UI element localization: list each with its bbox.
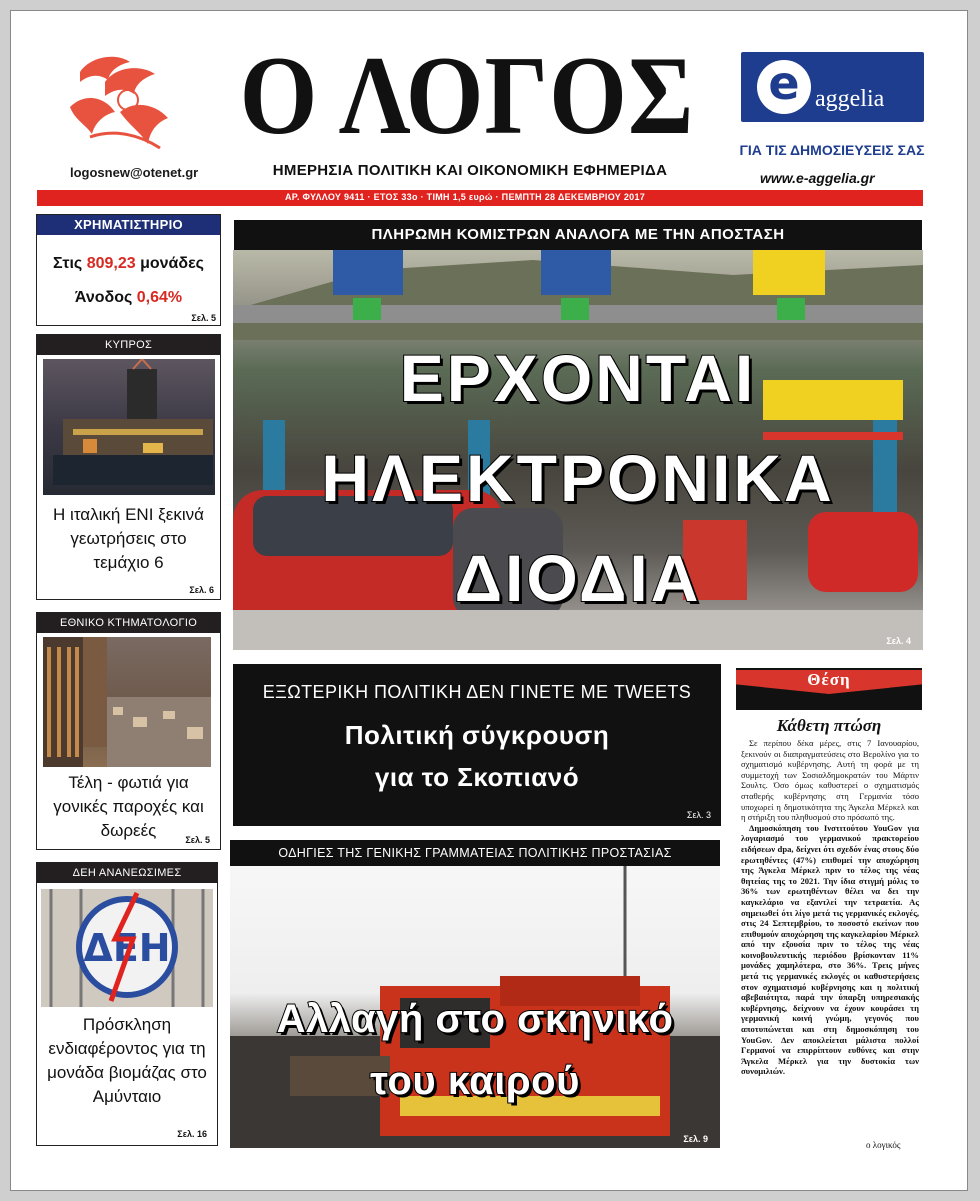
toll-headline: ΕΡΧΟΝΤΑΙ ΗΛΕΚΤΡΟΝΙΚΑ ΔΙΟΔΙΑ <box>321 341 835 615</box>
newspaper-title: Ο ΛΟΓΟΣ <box>239 33 695 158</box>
deh-page-ref: Σελ. 16 <box>177 1129 207 1139</box>
eaggelia-logo[interactable] <box>741 52 924 122</box>
svg-text:ΔΕΗ: ΔΕΗ <box>83 926 171 970</box>
stock-index-value: 809,23 <box>86 255 136 272</box>
stock-market-box[interactable] <box>36 214 221 326</box>
opinion-title: Κάθετη πτώση <box>776 716 882 735</box>
cadastre-heading: ΕΘΝΙΚΟ ΚΤΗΜΑΤΟΛΟΓΙΟ <box>37 613 220 633</box>
weather-page-ref: Σελ. 9 <box>683 1134 708 1144</box>
opinion-header <box>736 668 922 710</box>
opinion-signature: ο λογικός <box>866 1140 901 1150</box>
snowplow-photo[interactable] <box>230 866 720 1148</box>
eaggelia-e-glyph: e <box>768 56 800 110</box>
deh-box[interactable] <box>36 862 218 1146</box>
deh-headline: Πρόσκληση ενδιαφέροντος για τη μονάδα βιομάζας στο Αμύνταιο <box>47 1015 207 1106</box>
toll-kicker: ΠΛΗΡΩΜΗ ΚΟΜΙΣΤΡΩΝ ΑΝΑΛΟΓΑ ΜΕ ΤΗΝ ΑΠΟΣΤΑΣΗ <box>234 220 922 250</box>
foreign-policy-headline: Πολιτική σύγκρουση για το Σκοπιανό <box>344 720 610 792</box>
foreign-policy-story[interactable] <box>233 664 721 826</box>
opinion-paragraph-2: Δημοσκόπηση του Ινστιτούτου YouGov για λογαριασμό του γερμανικού πρακτορείου ειδήσεων dpa, δείχνει ότι σχεδόν ένας στους δύο ερωτηθέντες (47%) επιθυμεί την αποχώρηση της Άγκελα Μέρκελ πριν το τέλος της νέας θητείας της το 2021. Την ίδια στιγμή μόλις το 36% των ερωτηθέντων θέλει να δει την καγκελάριο να εξαντλεί την τετραετία. Ας σημειωθεί ότι λίγο μετά τις γερμανικές εκλογές, στις 24 Σεπτεμβρίου, το ποσοστό εκείνων που επιθυμούν αποχώρηση της καγκελαρίου Μέρκελ από την εξουσία πριν το τέλος της νέας κοινοβουλευτικής περιόδου βρίσκονταν 11% μονάδες χαμηλότερα, στο 36%. Τρεις μήνες μετά τις γερμανικές εκλογές οι καθυστερήσεις στον σχηματισμό κυβέρνησης και η πολιτική αβεβαιότητα, παρά την ύπαρξη υπηρεσιακής κυβέρνησης, δείχνουν να έχουν κουράσει τη γερμανική κοινή γνώμη, γεγονός που αποτυπώνεται και στη δημοσκόπηση του YouGov. Δεν αποκλείεται μάλιστα πολλοί Γερμανοί να επιρρίπτουν ευθύνες και στην Άγκελα Μέρκελ για την δυστοκία των συνομιλιών. <box>741 822 919 1077</box>
contact-email[interactable]: logosnew@otenet.gr <box>70 165 199 180</box>
stock-page-ref: Σελ. 5 <box>191 313 216 323</box>
cadastre-headline: Τέλη - φωτιά για γονικές παροχές και δωρεές <box>53 773 204 840</box>
stock-market-heading: ΧΡΗΜΑΤΙΣΤΗΡΙΟ <box>37 215 220 235</box>
deh-heading: ΔΕΗ ΑΝΑΝΕΩΣΙΜΕΣ <box>37 863 217 883</box>
toll-page-ref: Σελ. 4 <box>886 636 911 646</box>
civil-protection-kicker: ΟΔΗΓΙΕΣ ΤΗΣ ΓΕΝΙΚΗΣ ΓΡΑΜΜΑΤΕΙΑΣ ΠΟΛΙΤΙΚΗΣ ΠΡΟΣΤΑΣΙΑΣ <box>230 840 720 866</box>
cadastre-page-ref: Σελ. 5 <box>185 835 210 845</box>
issue-info-bar <box>37 190 923 206</box>
cyprus-headline: Η ιταλική ΕΝΙ ξεκινά γεωτρήσεις στο τεμάχιο 6 <box>53 505 204 572</box>
eaggelia-word: aggelia <box>815 86 885 112</box>
eaggelia-tagline: ΓΙΑ ΤΙΣ ΔΗΜΟΣΙΕΥΣΕΙΣ ΣΑΣ <box>739 142 925 158</box>
logo-illustration <box>60 52 180 152</box>
foreign-policy-page-ref: Σελ. 3 <box>686 810 711 820</box>
foreign-policy-kicker: ΕΞΩΤΕΡΙΚΗ ΠΟΛΙΤΙΚΗ ΔΕΝ ΓΙΝΕΤΕ ΜΕ TWEETS <box>262 682 692 702</box>
drilling-rig-photo <box>43 359 215 495</box>
toll-station-photo <box>233 250 923 650</box>
weather-headline: Αλλαγή στο σκηνικό του καιρού <box>276 997 674 1103</box>
newspaper-subtitle: ΗΜΕΡΗΣΙΑ ΠΟΛΙΤΙΚΗ ΚΑΙ ΟΙΚΟΝΟΜΙΚΗ ΕΦΗΜΕΡΙΔΑ <box>272 162 668 179</box>
cyprus-page-ref: Σελ. 6 <box>189 585 214 595</box>
cyprus-heading: ΚΥΠΡΟΣ <box>37 335 220 355</box>
issue-info: ΑΡ. ΦΥΛΛΟΥ 9411 · ΕΤΟΣ 33ο · ΤΙΜΗ 1,5 ευρώ · ΠΕΜΠΤΗ 28 ΔΕΚΕΜΒΡΙΟΥ 2017 <box>285 192 646 202</box>
stock-change-value: 0,64% <box>136 289 183 306</box>
opinion-paragraph-1: Σε περίπου δέκα μέρες, στις 7 Ιανουαρίου, ξεκινούν οι διαπραγματεύσεις στο Βερολίνο για το σχηματισμό κυβέρνησης. Αυτή τη φορά με τη συμμετοχή των Σοσιαλδημοκρατών του Μάρτιν Σουλτς. Όσο όμως καθυστερεί ο σχηματισμός σταθερής κυβέρνησης στη Γερμανία τόσο υποχωρεί η δημοτικότητα της Άγκελα Μέρκελ και η στήριξη του πληθυσμού στο πρόσωπό της. <box>741 738 919 823</box>
stock-index-line: Στις 809,23 μονάδες <box>53 255 204 272</box>
city-buildings-photo <box>43 637 211 767</box>
deh-logo-photo <box>41 889 213 1007</box>
opinion-body <box>741 738 919 1138</box>
eaggelia-url[interactable]: www.e-aggelia.gr <box>760 170 875 186</box>
stock-change-line: Άνοδος 0,64% <box>74 289 183 306</box>
cadastre-box[interactable] <box>36 612 221 850</box>
opinion-label: Θέση <box>807 670 851 689</box>
cyprus-box[interactable] <box>36 334 221 600</box>
